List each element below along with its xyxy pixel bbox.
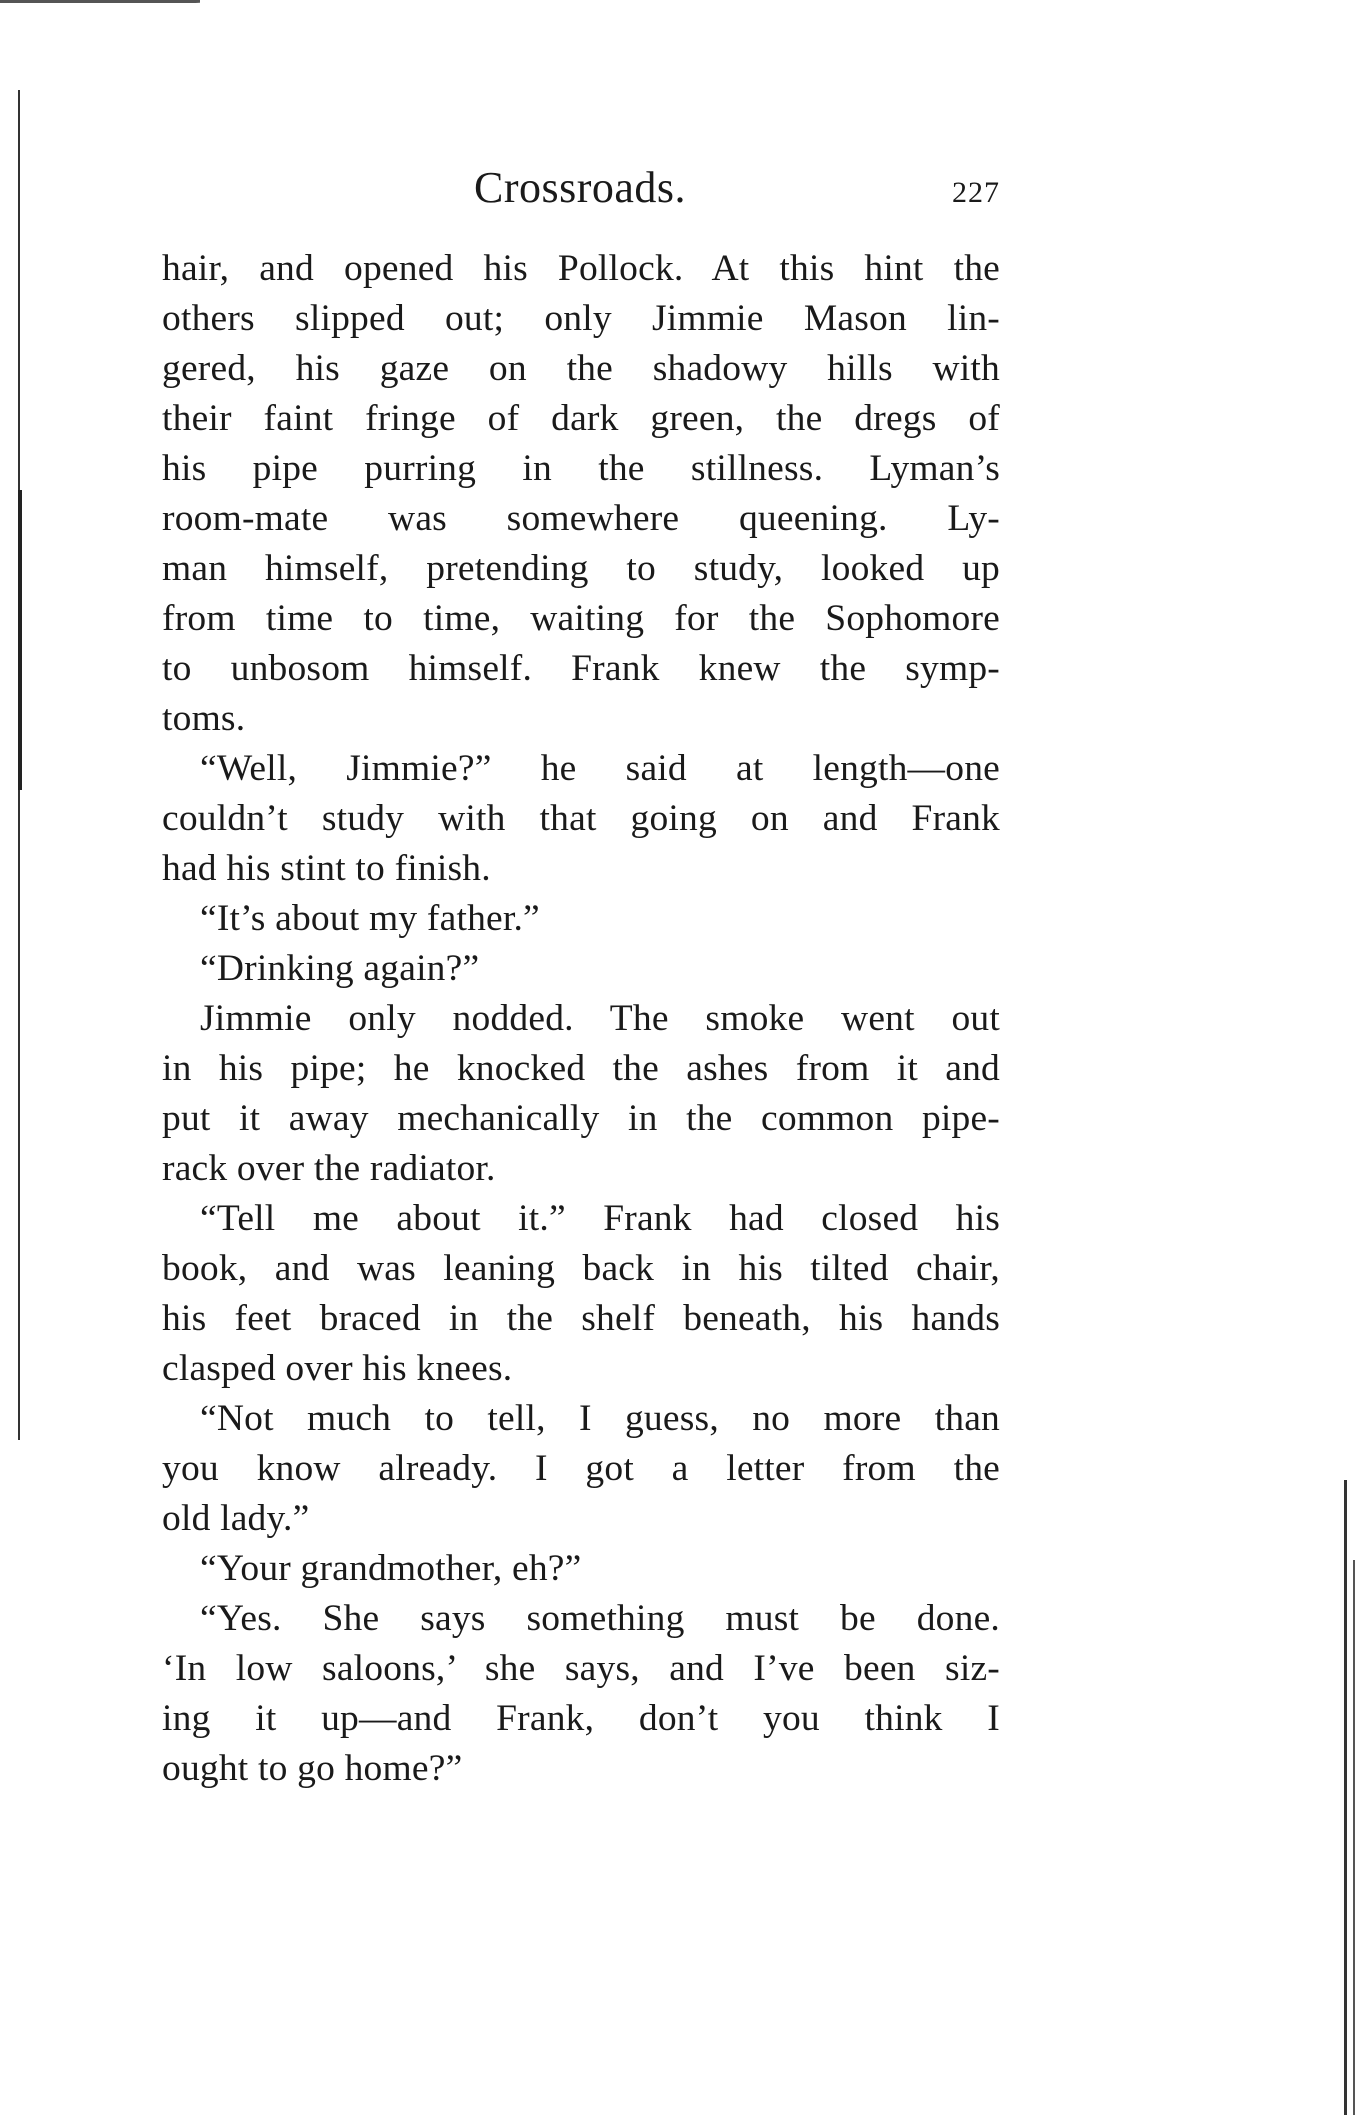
text-line: others slipped out; only Jimmie Mason lin- [162,298,1000,339]
page-number: 227 [952,176,1000,209]
text-line: old lady.” [162,1498,310,1539]
text-line: put it away mechanically in the common pipe- [162,1098,1000,1139]
text-line: room-mate was somewhere queening. Ly- [162,498,1000,539]
text-line: ought to go home?” [162,1748,463,1789]
scan-edge-right [1344,1480,1347,2115]
text-line: “Not much to tell, I guess, no more than [200,1398,1000,1439]
text-line: “Drinking again?” [200,948,480,989]
text-line: “Yes. She says something must be done. [200,1598,1000,1639]
text-line: his feet braced in the shelf beneath, his hands [162,1298,1000,1339]
body-text [162,244,1000,1794]
running-title: Crossroads. [473,163,687,212]
text-line: hair, and opened his Pollock. At this hint the [162,248,1000,289]
text-line: man himself, pretending to study, looked up [162,548,1000,589]
running-head [160,162,1000,212]
text-line: you know already. I got a letter from the [162,1448,1000,1489]
scan-edge-right-outer [1353,1560,1355,2115]
scan-edge-top [0,0,200,14]
text-line: “Your grandmother, eh?” [200,1548,582,1589]
text-line: from time to time, waiting for the Sophomore [162,598,1000,639]
text-line: his pipe purring in the stillness. Lyman’s [162,448,1000,489]
text-line: ‘In low saloons,’ she says, and I’ve been siz- [162,1648,1000,1689]
text-line: clasped over his knees. [162,1348,513,1389]
text-line: ing it up—and Frank, don’t you think I [162,1698,1000,1739]
scan-edge-left-shadow [18,490,22,790]
text-line: their faint fringe of dark green, the dregs of [162,398,1000,439]
text-line: couldn’t study with that going on and Frank [162,798,1000,839]
text-line: “It’s about my father.” [200,898,540,939]
text-line: Jimmie only nodded. The smoke went out [200,998,1000,1039]
text-line: in his pipe; he knocked the ashes from it and [162,1048,1000,1089]
text-line: rack over the radiator. [162,1148,496,1189]
text-line: to unbosom himself. Frank knew the symp- [162,648,1000,689]
text-line: book, and was leaning back in his tilted chair, [162,1248,1000,1289]
text-line: gered, his gaze on the shadowy hills with [162,348,1000,389]
text-line: “Well, Jimmie?” he said at length—one [200,748,1000,789]
text-line: toms. [162,698,246,739]
text-line: “Tell me about it.” Frank had closed his [200,1198,1000,1239]
text-line: had his stint to finish. [162,848,491,889]
